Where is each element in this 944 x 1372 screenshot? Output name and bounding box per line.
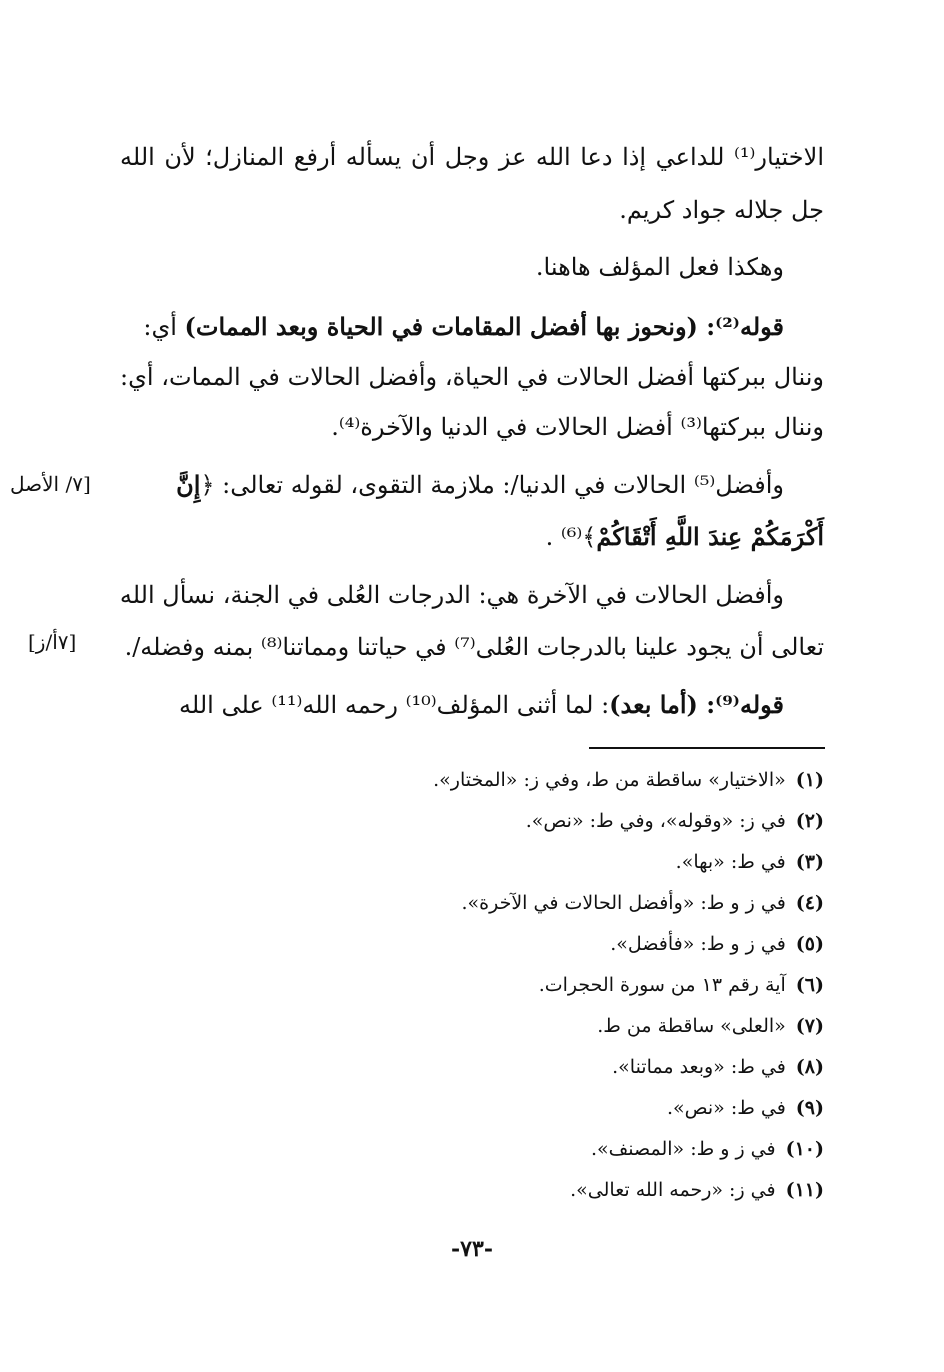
body-line-1: الاختيار⁽¹⁾ للداعي إذا دعا الله عز وجل أن يسأله أرفع المنازل؛ لأن الله [120,143,824,171]
verse-footnote: ﴾⁽⁶⁾ . [545,523,597,551]
body-line-3: وهكذا فعل المؤلف هاهنا. [535,253,784,281]
body-line-11 [120,688,784,722]
body-line-6: وننال ببركتها⁽³⁾ أفضل الحالات في الدنيا والآخرة⁽⁴⁾. [331,413,824,441]
body-line-5: وننال ببركتها أفضل الحالات في الحياة، وأفضل الحالات في الممات، أي: [120,363,824,391]
body-line-4-tail: أي: [143,313,185,341]
margin-note-1: [٧/ الأصل [10,472,91,496]
quran-start: إِنَّ [176,470,201,499]
page-number: -٧٣- [451,1236,493,1262]
footnote: (١١)في ز: «رحمه الله تعالى». [570,1179,824,1201]
body-line-2: جل جلاله جواد كريم. [619,196,824,224]
margin-note-2: [٧أ/ز] [28,630,77,654]
footnote: (١)«الاختيار» ساقطة من ط، وفي ز: «المختار». [433,769,824,791]
footnote: (٦)آية رقم ١٣ من سورة الحجرات. [538,974,824,996]
footnote: (٤)في ز و ط: «وأفضل الحالات في الآخرة». [461,892,824,914]
footnote-separator [589,747,825,749]
footnote: (٥)في ز و ط: «فأفضل». [610,933,824,955]
footnote: (٧)«العلى» ساقطة من ط. [597,1015,824,1037]
body-line-8 [120,520,824,554]
footnote: (٣)في ط: «بها». [675,851,824,873]
footnote: (٩)في ط: «نص». [666,1097,824,1119]
footnote: (١٠)في ز و ط: «المصنف». [590,1138,824,1160]
footnote: (٨)في ط: «وبعد مماتنا». [612,1056,824,1078]
quote-heading-2: قوله⁽⁹⁾: (أما بعد) [609,690,784,719]
body-line-11-tail: : لما أثنى المؤلف⁽¹⁰⁾ رحمه الله⁽¹¹⁾ على الله [179,691,610,719]
quran-verse: أَكْرَمَكُمْ عِندَ اللَّهِ أَتْقَاكُمْ [596,522,824,551]
body-line-4 [120,310,784,344]
body-line-7-text: وأفضل⁽⁵⁾ الحالات في الدنيا/: ملازمة التقوى، لقوله تعالى: ﴿ [200,471,784,499]
body-line-10: تعالى أن يجود علينا بالدرجات العُلى⁽⁷⁾ في حياتنا ومماتنا⁽⁸⁾ بمنه وفضله/. [124,633,824,661]
quote-heading-1: قوله⁽²⁾: (ونحوز بها أفضل المقامات في الحياة وبعد الممات) [184,312,784,341]
body-line-9: وأفضل الحالات في الآخرة هي: الدرجات العُلى في الجنة، نسأل الله [119,581,784,609]
footnote: (٢)في ز: «وقوله»، وفي ط: «نص». [525,810,824,832]
body-line-7 [120,468,784,502]
